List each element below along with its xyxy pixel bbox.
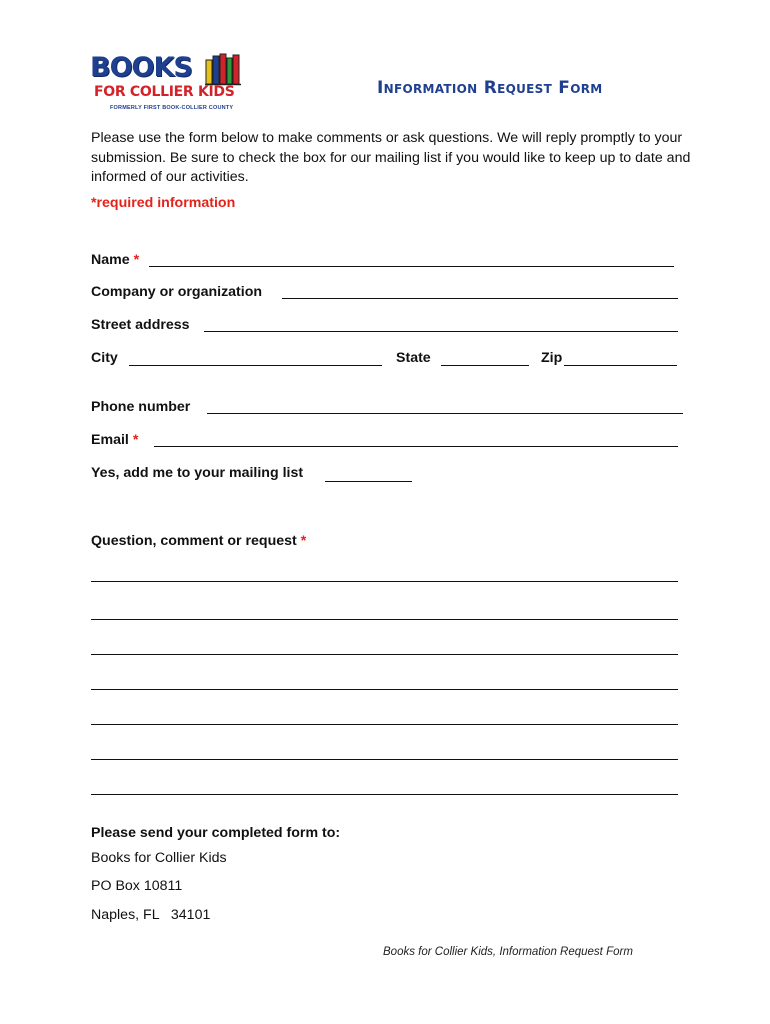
required-star: * xyxy=(132,432,139,448)
logo-books-text: BOOKS xyxy=(90,52,192,83)
state-label: State xyxy=(396,350,431,366)
state-field[interactable] xyxy=(441,365,529,366)
company-label: Company or organization xyxy=(91,284,263,300)
email-label-text: Email xyxy=(91,432,129,448)
question-label xyxy=(91,533,306,549)
bookshelf-icon xyxy=(205,52,243,86)
name-field[interactable] xyxy=(149,266,674,267)
mailing-list-field[interactable] xyxy=(325,481,412,482)
name-label xyxy=(91,252,139,268)
question-line[interactable] xyxy=(91,654,678,655)
zip-label: Zip xyxy=(541,350,563,366)
question-line[interactable] xyxy=(91,619,678,620)
logo xyxy=(90,50,250,114)
intro-text: Please use the form below to make comments or ask questions. We will reply promptly to your submission. Be sure to check the box for our mailing list if you would like to keep up to date and informed of our activities. xyxy=(91,130,691,185)
address-line: PO Box 10811 xyxy=(91,878,183,894)
company-field[interactable] xyxy=(282,298,678,299)
send-to-heading: Please send your completed form to: xyxy=(91,825,341,841)
question-line[interactable] xyxy=(91,689,678,690)
question-line[interactable] xyxy=(91,794,678,795)
zip-field[interactable] xyxy=(564,365,677,366)
city-field[interactable] xyxy=(129,365,382,366)
question-label-text: Question, comment or request xyxy=(91,533,297,549)
city-label: City xyxy=(91,350,118,366)
phone-label: Phone number xyxy=(91,399,191,415)
question-line[interactable] xyxy=(91,581,678,582)
mailing-list-label: Yes, add me to your mailing list xyxy=(91,465,304,481)
required-note: *required information xyxy=(91,195,236,211)
required-star: * xyxy=(133,252,140,268)
logo-for-collier-text: FOR COLLIER KIDS xyxy=(94,84,235,100)
form-title: Information Request Form xyxy=(377,78,603,98)
name-label-text: Name xyxy=(91,252,130,268)
email-label xyxy=(91,432,138,448)
street-label: Street address xyxy=(91,317,190,333)
logo-tagline: FORMERLY FIRST BOOK-COLLIER COUNTY xyxy=(110,105,234,111)
address-line: Books for Collier Kids xyxy=(91,850,227,866)
phone-field[interactable] xyxy=(207,413,683,414)
question-line[interactable] xyxy=(91,724,678,725)
email-field[interactable] xyxy=(154,446,678,447)
page-footer: Books for Collier Kids, Information Request Form xyxy=(383,946,633,958)
street-field[interactable] xyxy=(204,331,678,332)
address-line: Naples, FL 34101 xyxy=(91,907,211,923)
question-line[interactable] xyxy=(91,759,678,760)
required-star: * xyxy=(300,533,307,549)
